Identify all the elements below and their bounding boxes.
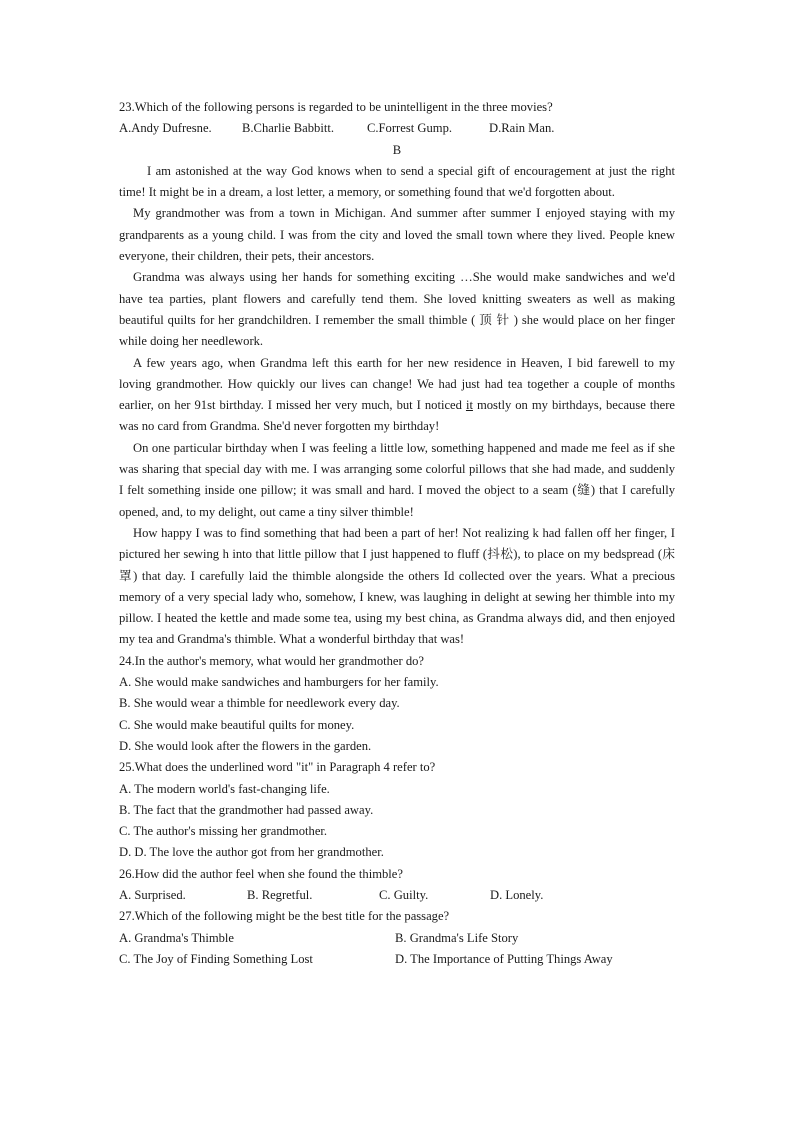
option-c: C. She would make beautiful quilts for money. bbox=[119, 717, 355, 732]
question-27-options-row-2 bbox=[119, 949, 675, 970]
passage-paragraph-4 bbox=[119, 353, 675, 438]
option-c: C. The author's missing her grandmother. bbox=[119, 824, 328, 839]
option-b: B.Charlie Babbitt. bbox=[242, 121, 334, 136]
passage-paragraph-5: On one particular birthday when I was feeling a little low, something happened and made me feel as if she was sharing that special day with me. I was arranging some colorful pillows that she had made, and suddenly I felt something inside one pillow; it was small and hard. I moved the object to a seam (缝) that I carefully opened, and, to my delight, out came a tiny silver thimble! bbox=[119, 440, 675, 519]
option-d: D. D. The love the author got from her grandmother. bbox=[119, 845, 384, 860]
p4-text-before: A few years ago, when Grandma left this earth for her new residence in Heaven, I bid farewell to my loving grandmother. How quickly our lives can change! We had just had tea together a couple of months earlier, on her 91st birthday. I missed her very much, but I noticed bbox=[119, 355, 675, 413]
option-a: A. Grandma's Thimble bbox=[119, 930, 235, 945]
section-heading: B bbox=[392, 142, 402, 157]
option-b: B. The fact that the grandmother had passed away. bbox=[119, 802, 374, 817]
option-d: D. Lonely. bbox=[490, 887, 544, 902]
option-a: A.Andy Dufresne. bbox=[119, 121, 212, 136]
question-26: 26.How did the author feel when she found the thimble? bbox=[119, 866, 403, 881]
option-d: D. The Importance of Putting Things Away bbox=[395, 951, 613, 966]
option-a: A. Surprised. bbox=[119, 887, 186, 902]
option-d: D.Rain Man. bbox=[489, 121, 555, 136]
question-26-options bbox=[119, 885, 675, 906]
option-c: C. The Joy of Finding Something Lost bbox=[119, 951, 313, 966]
option-c: C.Forrest Gump. bbox=[367, 121, 453, 136]
passage-paragraph-6: How happy I was to find something that had been a part of her! Not realizing k had fallen off her finger, I pictured her sewing h into that little pillow that I just happened to fluff (抖松), to place on my bedspread (床罩) that day. I carefully laid the thimble alongside the others Id collected over the years. What a precious memory of a very special lady who, somehow, I knew, was laughing in delight at sewing her thimble into my pillow. I heated the kettle and made some tea, using my best china, as Grandma always did, and then enjoyed my tea and Grandma's thimble. What a wonderful birthday that was! bbox=[119, 525, 675, 647]
question-27-options-row-1 bbox=[119, 928, 675, 949]
question-23: 23.Which of the following persons is regarded to be unintelligent in the three movies? bbox=[119, 100, 553, 114]
option-d: D. She would look after the flowers in the garden. bbox=[119, 738, 372, 753]
option-a: A. The modern world's fast-changing life. bbox=[119, 781, 330, 796]
option-b: B. She would wear a thimble for needlework every day. bbox=[119, 696, 400, 711]
document-page bbox=[119, 97, 675, 970]
question-27: 27.Which of the following might be the best title for the passage? bbox=[119, 909, 450, 924]
option-a: A. She would make sandwiches and hamburgers for her family. bbox=[119, 675, 439, 690]
underlined-word: it bbox=[465, 398, 473, 413]
question-24: 24.In the author's memory, what would her grandmother do? bbox=[119, 653, 425, 668]
passage-paragraph-3: Grandma was always using her hands for something exciting …She would make sandwiches and we'd have tea parties, plant flowers and carefully tend them. She loved knitting sweaters as well as making beautiful quilts for her grandchildren. I remember the small thimble ( 顶 针 ) she would place on her finger while doing her needlework. bbox=[119, 270, 675, 349]
question-23-options bbox=[119, 118, 675, 139]
passage-paragraph-2: My grandmother was from a town in Michigan. And summer after summer I enjoyed staying with my grandparents as a young child. I was from the city and loved the small town where they lived. People knew everyone, their children, their pets, their ancestors. bbox=[119, 206, 675, 264]
option-c: C. Guilty. bbox=[379, 887, 429, 902]
passage-paragraph-1: I am astonished at the way God knows when to send a special gift of encouragement at just the right time! It might be in a dream, a lost letter, a memory, or something found that we'd forgotten about. bbox=[119, 163, 675, 200]
option-b: B. Regretful. bbox=[247, 887, 313, 902]
p4-text-after: mostly on my birthdays, because there was no card from Grandma. She'd never forgotten my birthday! bbox=[119, 398, 675, 434]
option-b: B. Grandma's Life Story bbox=[395, 930, 519, 945]
question-25: 25.What does the underlined word "it" in Paragraph 4 refer to? bbox=[119, 760, 436, 775]
